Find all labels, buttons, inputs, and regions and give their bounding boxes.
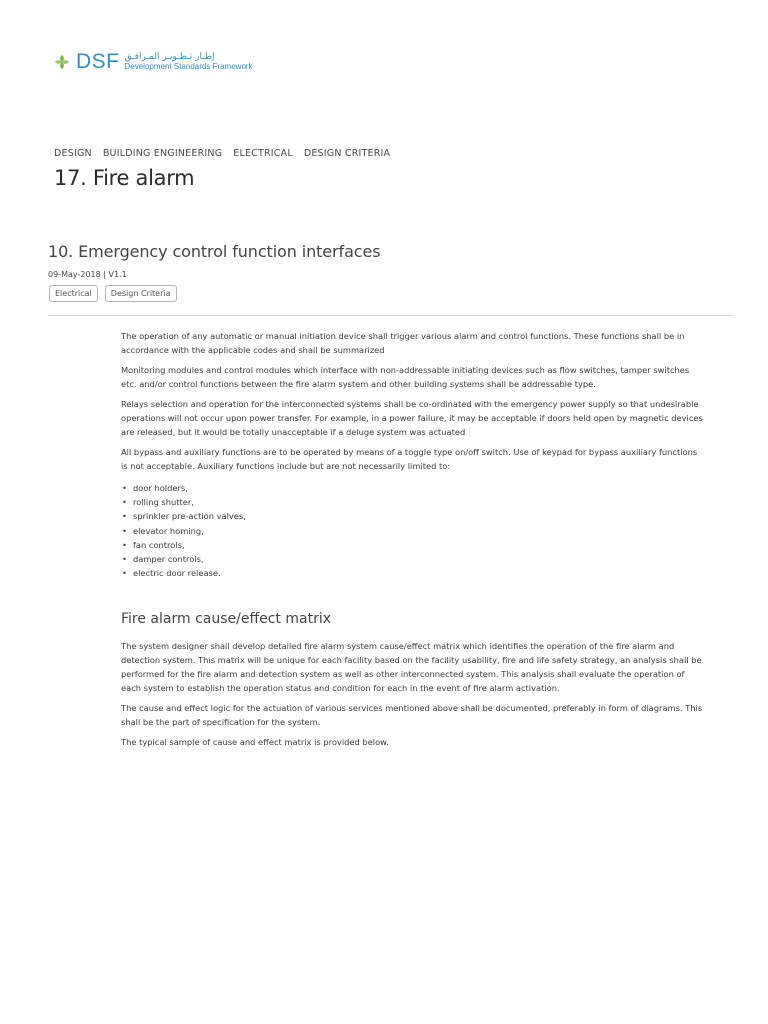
divider [48,315,734,316]
logo-wordmark: DSF [76,50,120,73]
list-item: • elevator homing, [133,524,705,538]
paragraph: The typical sample of cause and effect matrix is provided below. [121,737,389,747]
list-item: • electric door release. [133,566,705,580]
tag-list [49,285,177,302]
paragraph: Monitoring modules and control modules which interface with non-addressable initiating devices such as flow switches, tamper switches etc. and/or control functions between the fire alarm system and other building systems shall be addressable type. [121,365,690,389]
list-item: • sprinkler pre-action valves, [133,509,705,523]
paragraph: The operation of any automatic or manual initiation device shall trigger various alarm and control functions. These functions shall be in accordance with the applicable codes and shall be summarized [121,331,685,355]
leaf-logo-icon [54,54,70,70]
subsection-body [121,639,705,755]
list-item: • door holders, [133,481,705,495]
section-meta: 09-May-2018 | V1.1 [48,270,127,279]
breadcrumb-item-building-engineering[interactable]: BUILDING ENGINEERING [102,148,223,159]
list-item: • fan controls, [133,538,705,552]
breadcrumb [54,148,390,159]
list-item: • damper controls, [133,552,705,566]
logo-subtitle: Development Standards Framework [124,62,253,71]
breadcrumb-item-electrical[interactable]: ELECTRICAL [233,148,293,159]
list-item: • rolling shutter, [133,495,705,509]
dsf-logo[interactable] [54,50,253,74]
tag-design-criteria[interactable]: Design Criteria [105,285,177,302]
breadcrumb-item-design[interactable]: DESIGN [54,148,92,159]
paragraph: All bypass and auxiliary functions are to be operated by means of a toggle type on/off switch. Use of keypad for bypass auxiliary functions is not acceptable. Auxiliary functions include but are not necessarily limited to: [121,447,698,471]
paragraph: The cause and effect logic for the actuation of various services mentioned above shall be documented, preferably in form of diagrams. This shall be the part of specification for the system. [121,703,703,727]
logo-arabic-text: إطـار تـطـويـر المـرافـق [124,52,215,62]
auxiliary-functions-list [133,481,705,580]
breadcrumb-item-design-criteria[interactable]: DESIGN CRITERIA [303,148,391,159]
tag-electrical[interactable]: Electrical [49,285,98,302]
section-body [121,329,705,580]
subsection-title: Fire alarm cause/effect matrix [121,611,331,627]
paragraph: Relays selection and operation for the interconnected systems shall be co-ordinated with the emergency power supply so that undesirable operations will not occur upon power transfer. For example, in a power failure, it may be acceptable if doors held open by magnetic devices are released, but it would be totally unacceptable if a deluge system was actuated [121,399,703,437]
paragraph: The system designer shall develop detailed fire alarm system cause/effect matrix which identifies the operation of the fire alarm and detection system. This matrix will be unique for each facility based on the facility usability, fire and life safety strategy, an analysis shall be performed for the fire alarm and detection system as well as other interconnected system. This analysis shall evaluate the operation of each system to establish the operation status and condition for each in the event of fire alarm activation. [121,641,702,693]
page-title: 17. Fire alarm [54,166,195,190]
section-title: 10. Emergency control function interfaces [48,242,381,261]
